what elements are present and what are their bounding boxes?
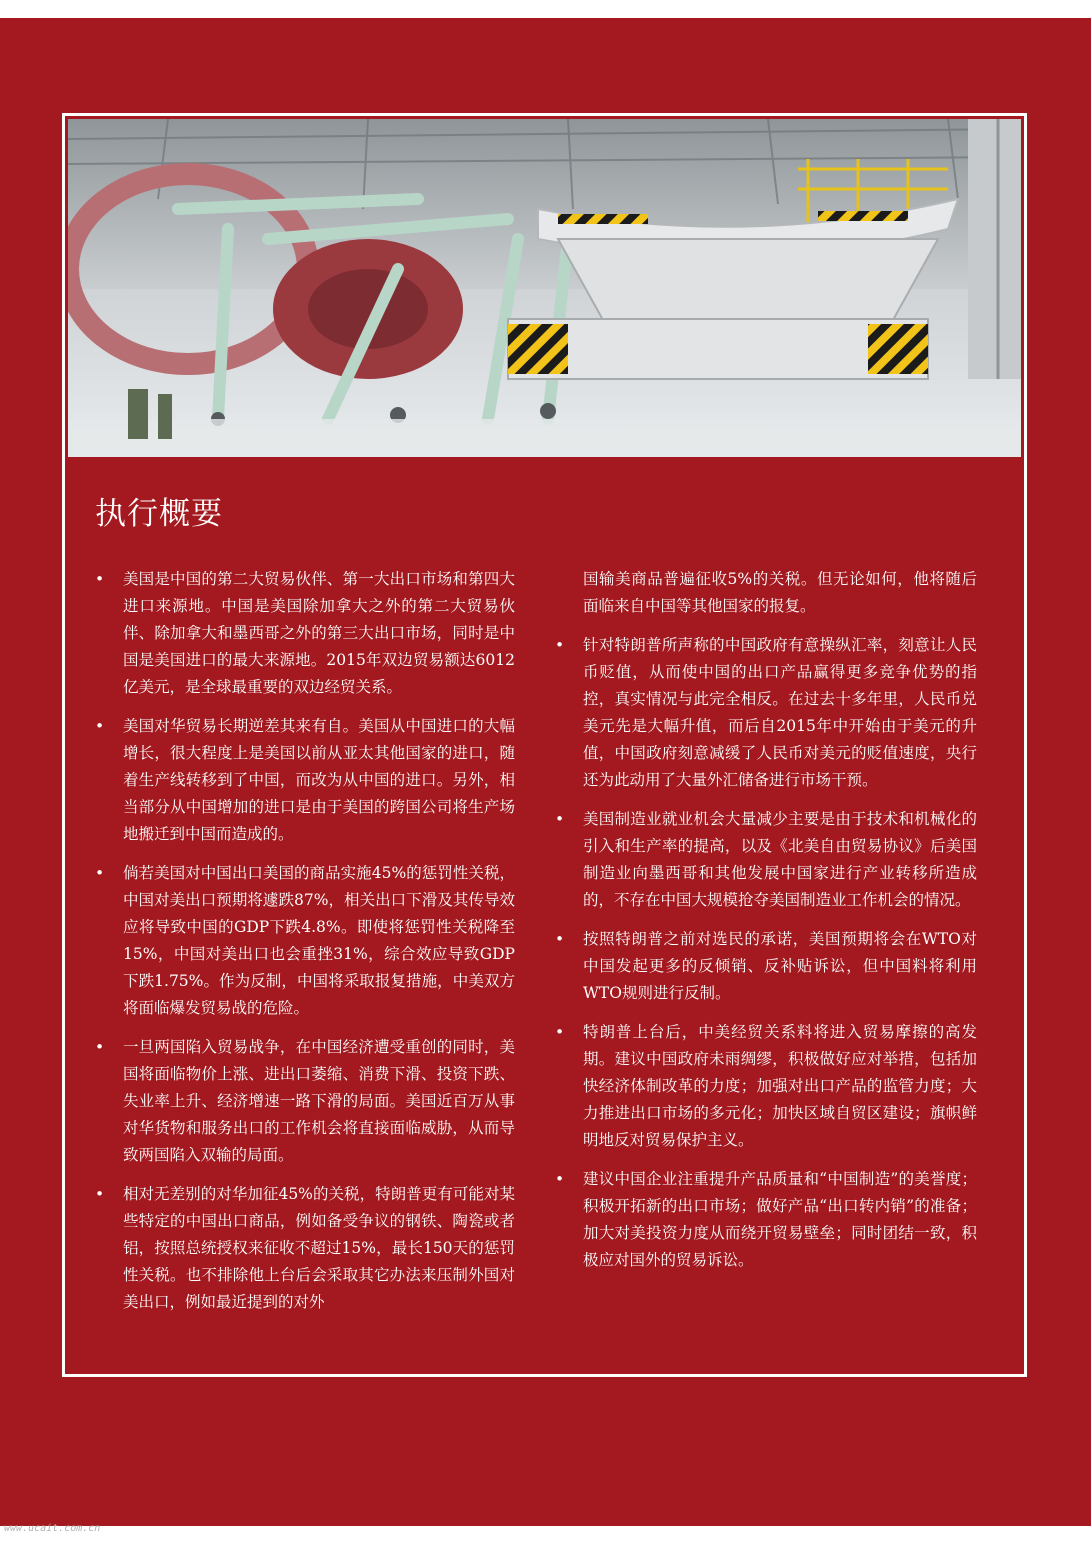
content-frame [62,113,1027,1377]
list-item-text: 特朗普上台后，中美经贸关系料将进入贸易摩擦的高发期。建议中国政府未雨绸缪，积极做好应对举措，包括加快经济体制改革的力度；加强对出口产品的监管力度；大力推进出口市场的多元化；加快区域自贸区建设；旗帜鲜明地反对贸易保护主义。 [583,1023,977,1149]
list-item-text: 美国是中国的第二大贸易伙伴、第一大出口市场和第四大进口来源地。中国是美国除加拿大之外的第二大贸易伙伴、除加拿大和墨西哥之外的第三大出口市场，同时是中国是美国进口的最大来源地。2015年双边贸易额达6012亿美元，是全球最重要的双边经贸关系。 [123,570,515,696]
list-item-text: 国输美商品普遍征收5%的关税。但无论如何，他将随后面临来自中国等其他国家的报复。 [583,570,977,615]
list-item-text: 美国制造业就业机会大量减少主要是由于技术和机械化的引入和生产率的提高，以及《北美自由贸易协议》后美国制造业向墨西哥和其他发展中国家进行产业转移所造成的，不存在中国大规模抢夺美国制造业工作机会的情况。 [583,810,977,909]
bullet-icon: • [95,1038,105,1056]
bullet-icon: • [555,1170,565,1188]
list-item [95,713,515,848]
list-item [95,566,515,701]
list-item-text: 针对特朗普所声称的中国政府有意操纵汇率，刻意让人民币贬值，从而使中国的出口产品赢得更多竞争优势的指控，真实情况与此完全相反。在过去十多年里，人民币兑美元先是大幅升值，而后自2015年中开始由于美元的升值，中国政府刻意减缓了人民币对美元的贬值速度，央行还为此动用了大量外汇储备进行市场干预。 [583,636,977,789]
list-item-text: 建议中国企业注重提升产品质量和“中国制造”的美誉度；积极开拓新的出口市场；做好产品“出口转内销”的准备；加大对美投资力度从而绕开贸易壁垒；同时团结一致，积极应对国外的贸易诉讼。 [583,1170,977,1269]
list-item-text: 相对无差别的对华加征45%的关税，特朗普更有可能对某些特定的中国出口商品，例如备受争议的钢铁、陶瓷或者铝，按照总统授权来征收不超过15%，最长150天的惩罚性关税。也不排除他上台后会采取其它办法来压制外国对美出口，例如最近提到的对外 [123,1185,515,1311]
page-background [0,18,1091,1526]
watermark: www.ucait.com.cn [4,1523,101,1534]
list-item [95,1034,515,1169]
bullet-icon: • [95,570,105,588]
right-column [555,566,977,1286]
list-item-text: 按照特朗普之前对选民的承诺，美国预期将会在WTO对中国发起更多的反倾销、反补贴诉讼，但中国料将利用WTO规则进行反制。 [583,930,977,1002]
list-item [95,860,515,1022]
list-item-continuation [555,566,977,620]
list-item [555,806,977,914]
bullet-icon: • [555,930,565,948]
list-item [555,1166,977,1274]
bullet-icon: • [95,864,105,882]
bullet-icon: • [555,636,565,654]
list-item-text: 倘若美国对中国出口美国的商品实施45%的惩罚性关税，中国对美出口预期将遽跌87%，相关出口下滑及其传导效应将导致中国的GDP下跌4.8%。即使将惩罚性关税降至15%，中国对美出口也会重挫31%，综合效应导致GDP下跌1.75%。作为反制，中国将采取报复措施，中美双方将面临爆发贸易战的危险。 [123,864,515,1017]
bullet-icon: • [555,1023,565,1041]
section-title: 执行概要 [95,496,223,532]
factory-photo [68,119,1021,457]
bullet-icon: • [95,717,105,735]
bullet-icon: • [555,810,565,828]
list-item-text: 一旦两国陷入贸易战争，在中国经济遭受重创的同时，美国将面临物价上涨、进出口萎缩、消费下滑、投资下跌、失业率上升、经济增速一路下滑的局面。美国近百万从事对华货物和服务出口的工作机会将直接面临威胁，从而导致两国陷入双输的局面。 [123,1038,515,1164]
bullet-icon: • [95,1185,105,1203]
left-column [95,566,515,1328]
list-item [555,1019,977,1154]
list-item [555,926,977,1007]
list-item [555,632,977,794]
list-item-text: 美国对华贸易长期逆差其来有自。美国从中国进口的大幅增长，很大程度上是美国以前从亚太其他国家的进口，随着生产线转移到了中国，而改为从中国的进口。另外，相当部分从中国增加的进口是由于美国的跨国公司将生产场地搬迁到中国而造成的。 [123,717,515,843]
list-item [95,1181,515,1316]
